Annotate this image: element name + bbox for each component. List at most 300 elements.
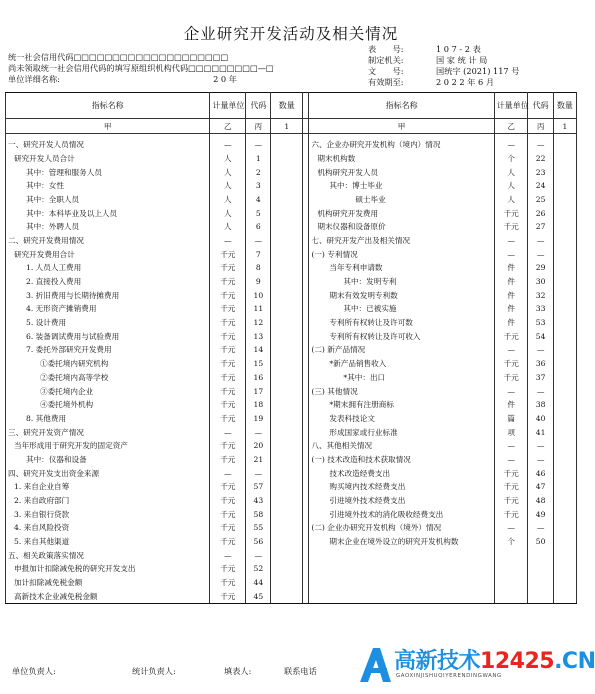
left-code-cell: 1 (246, 152, 271, 166)
right-unit-cell: 件 (494, 275, 528, 289)
logo-subtitle: GAOXINJISHUQIYERENDINGWANG (396, 673, 502, 679)
left-code-cell: 13 (246, 329, 271, 343)
right-unit-cell: 人 (494, 165, 528, 179)
left-unit-cell: 千元 (210, 288, 246, 302)
left-code-cell: 4 (246, 193, 271, 207)
left-indicator-name: 3. 来自银行贷款 (6, 507, 210, 521)
table-row (6, 535, 577, 549)
right-unit-cell: 千元 (494, 357, 528, 371)
year-label: 2 0 年 (213, 74, 237, 84)
right-unit-cell: 篇 (494, 412, 528, 426)
left-code-cell: 12 (246, 316, 271, 330)
right-indicator-name: (二) 新产品情况 (309, 343, 494, 357)
left-indicator-name: 研究开发费用合计 (6, 247, 210, 261)
table-row (6, 193, 577, 207)
col-unit-left: 计量单位 (210, 93, 246, 119)
right-quantity-cell[interactable] (553, 371, 576, 385)
left-unit-cell: — (210, 134, 246, 152)
right-quantity-cell[interactable] (553, 193, 576, 207)
right-unit-cell: — (494, 384, 528, 398)
left-code-cell: 10 (246, 288, 271, 302)
right-code-cell: 32 (528, 288, 553, 302)
right-indicator-name: 硕士毕业 (309, 193, 494, 207)
left-quantity-cell[interactable] (271, 220, 303, 234)
right-code-cell: — (528, 384, 553, 398)
credit-code-line: 统一社会信用代码□□□□□□□□□□□□□□□□□□□□ (8, 52, 229, 62)
right-unit-cell: — (494, 453, 528, 467)
left-code-cell: 20 (246, 439, 271, 453)
right-unit-cell: 件 (494, 302, 528, 316)
table-row (6, 316, 577, 330)
right-indicator-name: 六、企业办研究开发机构（境内）情况 (309, 134, 494, 152)
right-unit-cell (494, 562, 528, 576)
right-quantity-cell[interactable] (553, 275, 576, 289)
left-quantity-cell[interactable] (271, 343, 303, 357)
right-quantity-cell[interactable] (553, 425, 576, 439)
left-code-cell: — (246, 548, 271, 562)
right-unit-cell: 千元 (494, 206, 528, 220)
table-row (6, 206, 577, 220)
right-indicator-name: 其中：发明专利 (309, 275, 494, 289)
table-row (6, 425, 577, 439)
left-unit-cell: — (210, 234, 246, 248)
right-indicator-name (309, 576, 494, 590)
right-quantity-cell[interactable] (553, 398, 576, 412)
right-code-cell (528, 576, 553, 590)
left-indicator-name: ①委托境内研究机构 (6, 357, 210, 371)
right-unit-cell (494, 548, 528, 562)
left-unit-cell: 人 (210, 165, 246, 179)
left-quantity-cell[interactable] (271, 548, 303, 562)
left-indicator-name: 其中：本科毕业及以上人员 (6, 206, 210, 220)
left-unit-cell: 千元 (210, 439, 246, 453)
right-code-cell: — (528, 234, 553, 248)
right-quantity-cell[interactable] (553, 329, 576, 343)
phone-field: 联系电话 (284, 666, 317, 676)
left-quantity-cell[interactable] (271, 179, 303, 193)
column-sub-header-row: 甲 乙 丙 1 甲 乙 丙 1 (6, 119, 577, 134)
right-unit-cell: — (494, 521, 528, 535)
left-quantity-cell[interactable] (271, 590, 303, 604)
left-code-cell: — (246, 466, 271, 480)
left-quantity-cell[interactable] (271, 134, 303, 152)
right-unit-cell: 千元 (494, 371, 528, 385)
left-code-cell: 17 (246, 384, 271, 398)
left-quantity-cell[interactable] (271, 357, 303, 371)
col-qty-left: 数量 (271, 93, 303, 119)
left-indicator-name: 三、研究开发资产情况 (6, 425, 210, 439)
header-left (8, 52, 274, 85)
right-quantity-cell[interactable] (553, 247, 576, 261)
table-row (6, 371, 577, 385)
left-code-cell: 18 (246, 398, 271, 412)
right-quantity-cell[interactable] (553, 480, 576, 494)
left-code-cell: 8 (246, 261, 271, 275)
left-unit-cell: 千元 (210, 507, 246, 521)
left-unit-cell: 人 (210, 206, 246, 220)
right-indicator-name: 八、其他相关情况 (309, 439, 494, 453)
left-unit-cell: 千元 (210, 247, 246, 261)
right-indicator-name: 技术改造经费支出 (309, 466, 494, 480)
left-quantity-cell[interactable] (271, 521, 303, 535)
logo-brand: 高新技术12425.CN (394, 649, 595, 674)
left-quantity-cell[interactable] (271, 329, 303, 343)
right-quantity-cell[interactable] (553, 590, 576, 604)
left-code-cell: 56 (246, 535, 271, 549)
right-indicator-name: *新产品销售收入 (309, 357, 494, 371)
right-unit-cell: 人 (494, 193, 528, 207)
right-unit-cell: 千元 (494, 494, 528, 508)
right-indicator-name: 其中：博士毕业 (309, 179, 494, 193)
col-qty-right: 数量 (553, 93, 576, 119)
right-code-cell: 25 (528, 193, 553, 207)
left-indicator-name: 4. 无形资产摊销费用 (6, 302, 210, 316)
left-indicator-name: ③委托境内企业 (6, 384, 210, 398)
left-code-cell: 43 (246, 494, 271, 508)
left-quantity-cell[interactable] (271, 193, 303, 207)
left-quantity-cell[interactable] (271, 152, 303, 166)
left-quantity-cell[interactable] (271, 466, 303, 480)
table-row (6, 466, 577, 480)
left-indicator-name: 7. 委托外部研究开发费用 (6, 343, 210, 357)
left-indicator-name: 8. 其他费用 (6, 412, 210, 426)
right-indicator-name: (三) 其他情况 (309, 384, 494, 398)
left-indicator-name: 其中：管理和服务人员 (6, 165, 210, 179)
left-indicator-name: 5. 来自其他渠道 (6, 535, 210, 549)
left-unit-cell: 千元 (210, 562, 246, 576)
left-quantity-cell[interactable] (271, 480, 303, 494)
left-quantity-cell[interactable] (271, 261, 303, 275)
table-row (6, 288, 577, 302)
table-row (6, 439, 577, 453)
left-quantity-cell[interactable] (271, 206, 303, 220)
table-row (6, 261, 577, 275)
right-quantity-cell[interactable] (553, 576, 576, 590)
form-number: 表 号: 1 0 7 - 2 表 (368, 44, 481, 54)
right-code-cell: 26 (528, 206, 553, 220)
right-quantity-cell[interactable] (553, 152, 576, 166)
right-indicator-name: 引进境外技术经费支出 (309, 494, 494, 508)
right-code-cell: — (528, 134, 553, 152)
left-quantity-cell[interactable] (271, 165, 303, 179)
filler-signature: 填表人: (224, 666, 252, 676)
left-unit-cell: 千元 (210, 521, 246, 535)
left-code-cell: 6 (246, 220, 271, 234)
right-indicator-name: (一) 技术改造和技术获取情况 (309, 453, 494, 467)
left-code-cell: 44 (246, 576, 271, 590)
column-header-row (6, 93, 577, 119)
left-code-cell: 52 (246, 562, 271, 576)
table-row (6, 507, 577, 521)
left-unit-cell: 千元 (210, 329, 246, 343)
right-code-cell: 27 (528, 220, 553, 234)
right-code-cell: 22 (528, 152, 553, 166)
right-indicator-name: 期末企业在境外设立的研究开发机构数 (309, 535, 494, 549)
left-quantity-cell[interactable] (271, 507, 303, 521)
left-code-cell: 9 (246, 275, 271, 289)
right-unit-cell: 千元 (494, 480, 528, 494)
right-indicator-name: 期末机构数 (309, 152, 494, 166)
left-code-cell: 11 (246, 302, 271, 316)
right-quantity-cell[interactable] (553, 535, 576, 549)
left-indicator-name: 5. 设计费用 (6, 316, 210, 330)
left-unit-cell: 千元 (210, 453, 246, 467)
right-code-cell: 50 (528, 535, 553, 549)
right-code-cell: — (528, 439, 553, 453)
right-unit-cell: 项 (494, 425, 528, 439)
left-code-cell: 58 (246, 507, 271, 521)
table-row (6, 398, 577, 412)
left-indicator-name: 当年形成用于研究开发的固定资产 (6, 439, 210, 453)
left-unit-cell: 千元 (210, 535, 246, 549)
right-code-cell: 41 (528, 425, 553, 439)
left-indicator-name: 4. 来自风险投资 (6, 521, 210, 535)
header-right (368, 44, 519, 88)
left-quantity-cell[interactable] (271, 576, 303, 590)
left-indicator-name: 四、研究开发支出资金来源 (6, 466, 210, 480)
right-unit-cell: 件 (494, 398, 528, 412)
document-number: 文 号: 国统字 (2021) 117 号 (368, 66, 520, 76)
left-code-cell: 55 (246, 521, 271, 535)
left-unit-cell: — (210, 425, 246, 439)
right-code-cell: 49 (528, 507, 553, 521)
right-quantity-cell[interactable] (553, 234, 576, 248)
table-row (6, 152, 577, 166)
right-unit-cell: 人 (494, 179, 528, 193)
table-row (6, 480, 577, 494)
signature-footer (12, 666, 317, 677)
right-quantity-cell[interactable] (553, 521, 576, 535)
right-code-cell: — (528, 521, 553, 535)
left-quantity-cell[interactable] (271, 412, 303, 426)
left-code-cell: — (246, 425, 271, 439)
right-quantity-cell[interactable] (553, 507, 576, 521)
right-indicator-name: 购买境内技术经费支出 (309, 480, 494, 494)
left-quantity-cell[interactable] (271, 275, 303, 289)
right-quantity-cell[interactable] (553, 384, 576, 398)
left-code-cell: 2 (246, 165, 271, 179)
table-row (6, 453, 577, 467)
right-code-cell: 23 (528, 165, 553, 179)
left-unit-cell: 千元 (210, 412, 246, 426)
left-code-cell: 21 (246, 453, 271, 467)
right-quantity-cell[interactable] (553, 261, 576, 275)
right-code-cell (528, 548, 553, 562)
left-quantity-cell[interactable] (271, 453, 303, 467)
left-unit-cell: 千元 (210, 384, 246, 398)
left-unit-cell: 人 (210, 193, 246, 207)
left-indicator-name: 2. 直接投入费用 (6, 275, 210, 289)
right-unit-cell: 千元 (494, 329, 528, 343)
right-unit-cell: — (494, 134, 528, 152)
left-unit-cell: 千元 (210, 590, 246, 604)
right-indicator-name: 专利所有权转让及许可数 (309, 316, 494, 330)
right-quantity-cell[interactable] (553, 316, 576, 330)
table-row (6, 302, 577, 316)
right-indicator-name: *其中：出口 (309, 371, 494, 385)
right-unit-cell: — (494, 247, 528, 261)
left-unit-cell: 千元 (210, 398, 246, 412)
right-quantity-cell[interactable] (553, 412, 576, 426)
table-row (6, 275, 577, 289)
right-indicator-name: 引进境外技术的消化吸收经费支出 (309, 507, 494, 521)
right-indicator-name: *期末拥有注册商标 (309, 398, 494, 412)
right-code-cell: 46 (528, 466, 553, 480)
right-quantity-cell[interactable] (553, 548, 576, 562)
right-quantity-cell[interactable] (553, 453, 576, 467)
indicator-table (5, 92, 577, 604)
left-unit-cell: 人 (210, 220, 246, 234)
col-name-left: 指标名称 (6, 93, 210, 119)
right-unit-cell: — (494, 234, 528, 248)
right-code-cell (528, 590, 553, 604)
left-quantity-cell[interactable] (271, 562, 303, 576)
left-quantity-cell[interactable] (271, 371, 303, 385)
right-quantity-cell[interactable] (553, 165, 576, 179)
left-unit-cell: 千元 (210, 343, 246, 357)
right-indicator-name: 机构研究开发费用 (309, 206, 494, 220)
right-indicator-name: 七、研究开发产出及相关情况 (309, 234, 494, 248)
left-quantity-cell[interactable] (271, 439, 303, 453)
right-unit-cell: 千元 (494, 220, 528, 234)
right-quantity-cell[interactable] (553, 220, 576, 234)
right-quantity-cell[interactable] (553, 357, 576, 371)
table-row (6, 165, 577, 179)
left-unit-cell: — (210, 548, 246, 562)
table-row (6, 384, 577, 398)
left-indicator-name: ②委托境内高等学校 (6, 371, 210, 385)
left-quantity-cell[interactable] (271, 425, 303, 439)
right-code-cell: — (528, 247, 553, 261)
col-unit-right: 计量单位 (494, 93, 528, 119)
left-quantity-cell[interactable] (271, 384, 303, 398)
left-quantity-cell[interactable] (271, 494, 303, 508)
right-code-cell: 33 (528, 302, 553, 316)
table-row (6, 357, 577, 371)
right-unit-cell (494, 576, 528, 590)
right-indicator-name: 机构研究开发人员 (309, 165, 494, 179)
left-unit-cell: — (210, 466, 246, 480)
left-indicator-name: 1. 人员人工费用 (6, 261, 210, 275)
stats-signature: 统计负责人: (132, 666, 176, 676)
right-quantity-cell[interactable] (553, 343, 576, 357)
col-code-right: 代码 (528, 93, 553, 119)
left-indicator-name: 高新技术企业减免税金额 (6, 590, 210, 604)
right-code-cell: 38 (528, 398, 553, 412)
left-quantity-cell[interactable] (271, 288, 303, 302)
right-indicator-name: 发表科技论文 (309, 412, 494, 426)
table-row (6, 329, 577, 343)
table-row (6, 576, 577, 590)
table-row (6, 590, 577, 604)
form-title: 企业研究开发活动及相关情况 (183, 25, 399, 43)
valid-until: 有效期至: 2 0 2 2 年 6 月 (368, 77, 495, 87)
col-code-left: 代码 (246, 93, 271, 119)
unit-name-line: 单位详细名称: 2 0 年 (8, 74, 237, 84)
left-unit-cell: 千元 (210, 261, 246, 275)
left-indicator-name: 1. 来自企业自筹 (6, 480, 210, 494)
right-code-cell: 54 (528, 329, 553, 343)
left-quantity-cell[interactable] (271, 316, 303, 330)
left-quantity-cell[interactable] (271, 302, 303, 316)
right-unit-cell: 件 (494, 261, 528, 275)
right-indicator-name (309, 548, 494, 562)
right-indicator-name: 专利所有权转让及许可收入 (309, 329, 494, 343)
table-row (6, 247, 577, 261)
right-quantity-cell[interactable] (553, 206, 576, 220)
table-row (6, 562, 577, 576)
right-unit-cell: 个 (494, 152, 528, 166)
right-code-cell: 53 (528, 316, 553, 330)
left-code-cell: 15 (246, 357, 271, 371)
left-quantity-cell[interactable] (271, 247, 303, 261)
right-code-cell: — (528, 343, 553, 357)
left-unit-cell: 千元 (210, 357, 246, 371)
left-unit-cell: 千元 (210, 316, 246, 330)
left-unit-cell: 千元 (210, 275, 246, 289)
right-unit-cell: 千元 (494, 507, 528, 521)
left-indicator-name: 研究开发人员合计 (6, 152, 210, 166)
right-indicator-name (309, 562, 494, 576)
left-quantity-cell[interactable] (271, 535, 303, 549)
left-quantity-cell[interactable] (271, 398, 303, 412)
right-indicator-name: 期末仪器和设备原价 (309, 220, 494, 234)
right-indicator-name: 其中：已被实施 (309, 302, 494, 316)
org-code-line: 尚未领取统一社会信用代码的填写原组织机构代码□□□□□□□□□—□ (8, 63, 274, 73)
right-indicator-name: 形成国家或行业标准 (309, 425, 494, 439)
left-indicator-name: 五、相关政策落实情况 (6, 548, 210, 562)
logo-a-icon (356, 644, 394, 684)
left-indicator-name: 加计扣除减免税金额 (6, 576, 210, 590)
right-quantity-cell[interactable] (553, 466, 576, 480)
right-quantity-cell[interactable] (553, 134, 576, 152)
head-signature: 单位负责人: (12, 666, 56, 676)
right-unit-cell: — (494, 343, 528, 357)
left-indicator-name: 其中：仪器和设备 (6, 453, 210, 467)
right-indicator-name: (二) 企业办研究开发机构（境外）情况 (309, 521, 494, 535)
left-indicator-name: 2. 来自政府部门 (6, 494, 210, 508)
left-code-cell: 7 (246, 247, 271, 261)
right-code-cell: 48 (528, 494, 553, 508)
right-quantity-cell[interactable] (553, 288, 576, 302)
right-quantity-cell[interactable] (553, 302, 576, 316)
table-row (6, 412, 577, 426)
right-code-cell: 24 (528, 179, 553, 193)
left-unit-cell: 千元 (210, 480, 246, 494)
left-indicator-name: 其中：全职人员 (6, 193, 210, 207)
table-row (6, 134, 577, 152)
left-unit-cell: 千元 (210, 302, 246, 316)
right-quantity-cell[interactable] (553, 562, 576, 576)
left-code-cell: 45 (246, 590, 271, 604)
left-quantity-cell[interactable] (271, 234, 303, 248)
left-code-cell: — (246, 134, 271, 152)
col-name-right: 指标名称 (309, 93, 494, 119)
left-indicator-name: 6. 装备调试费用与试验费用 (6, 329, 210, 343)
right-code-cell: 37 (528, 371, 553, 385)
right-indicator-name: 当年专利申请数 (309, 261, 494, 275)
right-quantity-cell[interactable] (553, 179, 576, 193)
table-row (6, 521, 577, 535)
left-indicator-name: ④委托境外机构 (6, 398, 210, 412)
table-row (6, 220, 577, 234)
right-quantity-cell[interactable] (553, 439, 576, 453)
right-code-cell: — (528, 453, 553, 467)
left-indicator-name: 二、研究开发费用情况 (6, 234, 210, 248)
right-quantity-cell[interactable] (553, 494, 576, 508)
table-row (6, 234, 577, 248)
right-unit-cell: 件 (494, 316, 528, 330)
